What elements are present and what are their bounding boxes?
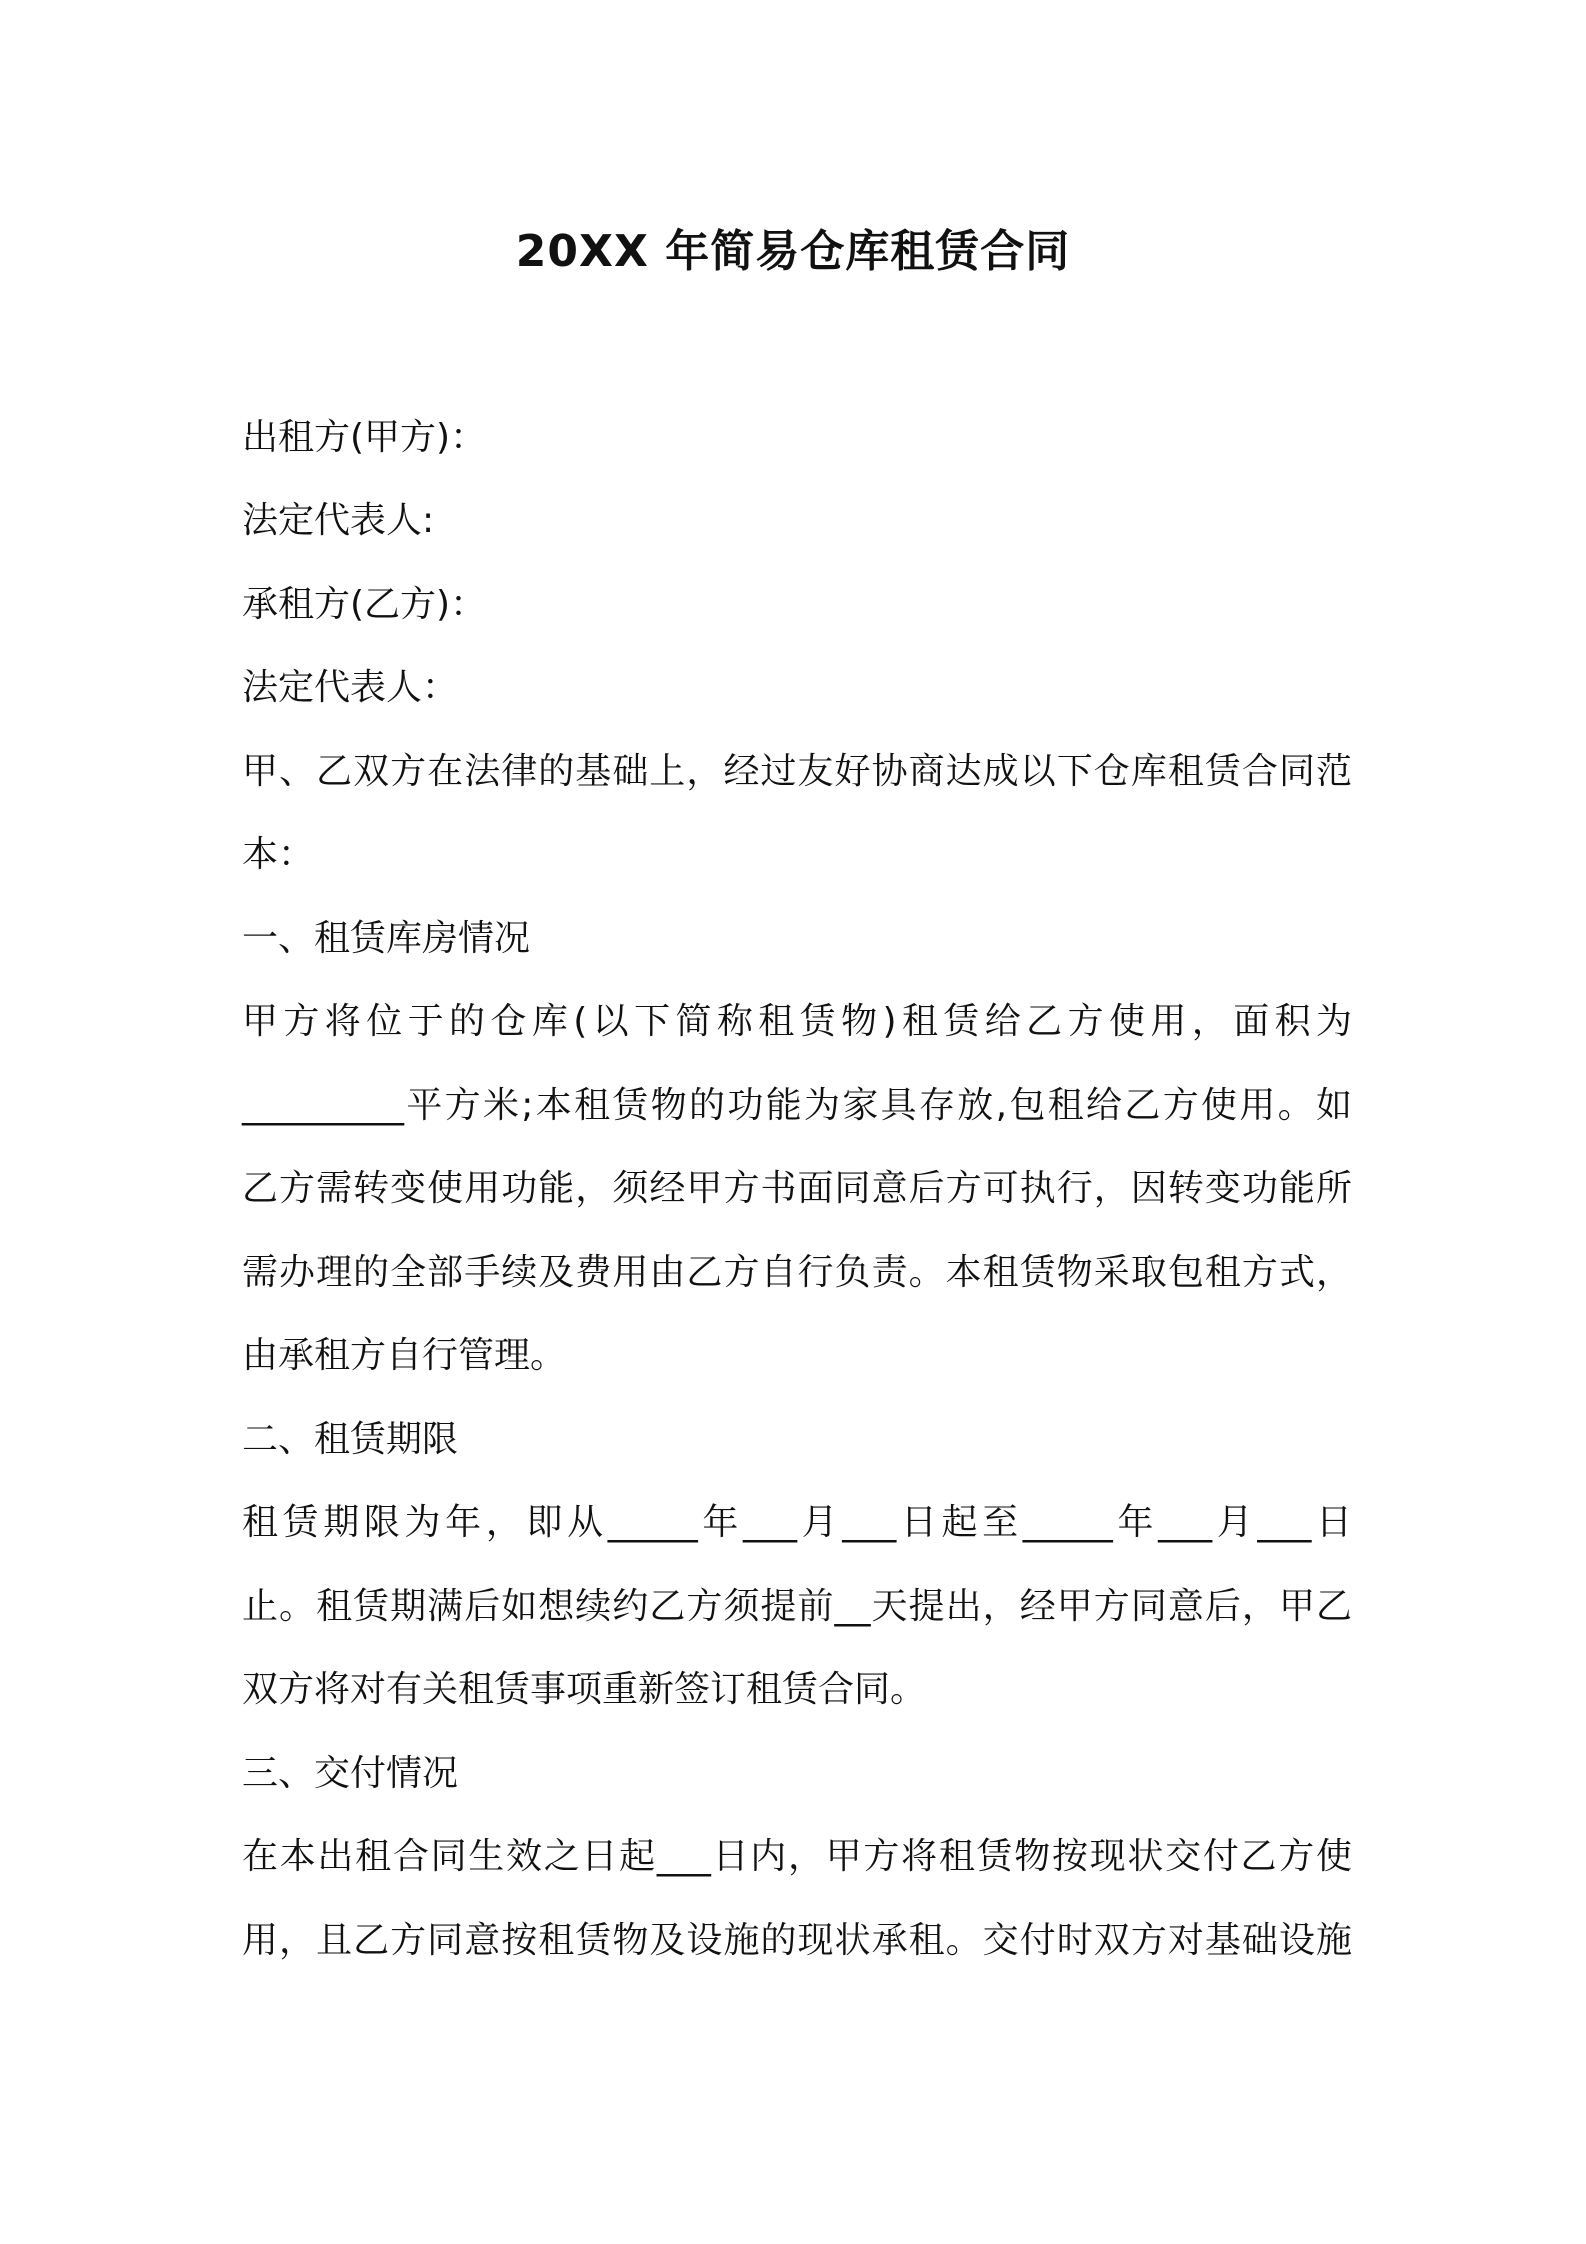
lessor-representative-line: 法定代表人: (242, 500, 435, 541)
section-1-heading: 一、租赁库房情况 (242, 918, 531, 959)
section-2-line-2: 止。租赁期满后如想续约乙方须提前__天提出，经甲方同意后，甲乙 (242, 1586, 1352, 1627)
section-1-line-5: 由承租方自行管理。 (242, 1335, 567, 1376)
section-3-line-2: 用，且乙方同意按租赁物及设施的现状承租。交付时双方对基础设施 (242, 1920, 1352, 1961)
section-1-line-2: _________平方米;本租赁物的功能为家具存放,包租给乙方使用。如 (242, 1085, 1352, 1126)
section-2-heading: 二、租赁期限 (242, 1419, 459, 1460)
section-1-line-1: 甲方将位于的仓库(以下简称租赁物)租赁给乙方使用，面积为 (242, 1001, 1352, 1042)
lessee-line: 承租方(乙方)： (242, 584, 487, 625)
lessor-line: 出租方(甲方)： (242, 417, 487, 458)
section-3-line-1: 在本出租合同生效之日起___日内，甲方将租赁物按现状交付乙方使 (242, 1836, 1352, 1877)
lessee-representative-line: 法定代表人： (242, 667, 459, 708)
intro-paragraph-line-1: 甲、乙双方在法律的基础上，经过友好协商达成以下仓库租赁合同范 (242, 751, 1352, 792)
section-2-line-1: 租赁期限为年，即从_____年___月___日起至_____年___月___日 (242, 1502, 1352, 1543)
section-1-line-3: 乙方需转变使用功能，须经甲方书面同意后方可执行，因转变功能所 (242, 1168, 1352, 1209)
document-title: 20XX 年简易仓库租赁合同 (515, 226, 1071, 277)
section-1-line-4: 需办理的全部手续及费用由乙方自行负责。本租赁物采取包租方式， (242, 1252, 1352, 1293)
section-2-line-3: 双方将对有关租赁事项重新签订租赁合同。 (242, 1669, 927, 1710)
section-3-heading: 三、交付情况 (242, 1753, 459, 1794)
intro-paragraph-line-2: 本： (242, 834, 315, 875)
